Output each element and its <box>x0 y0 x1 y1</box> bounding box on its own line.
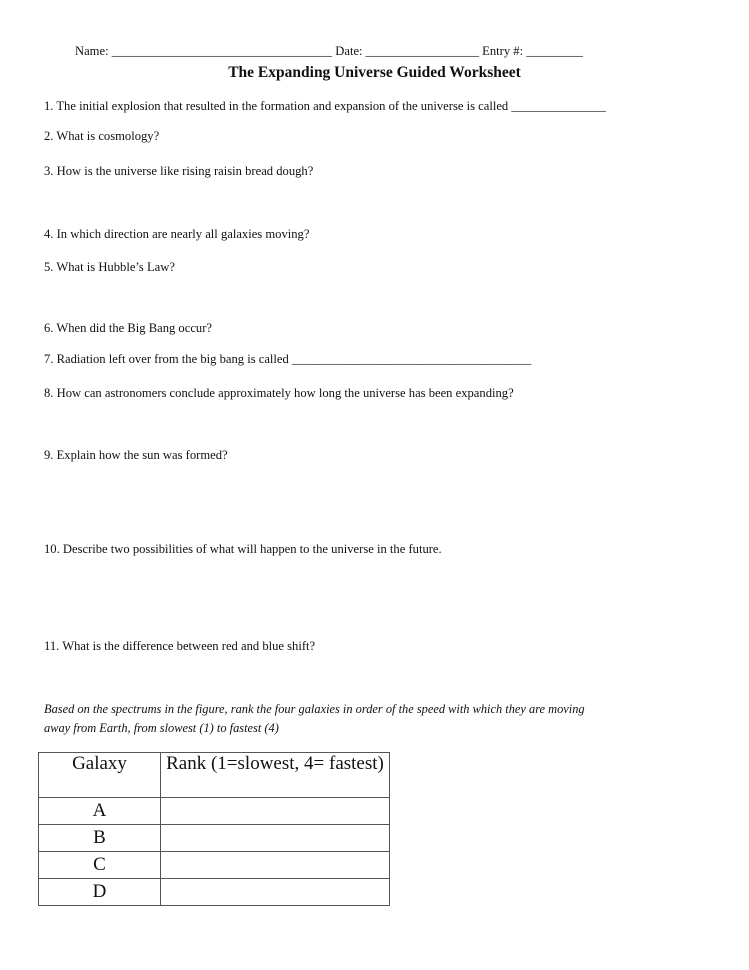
name-date-entry-line: Name: ___________________________________ Date: __________________ Entry #: _________ <box>75 44 583 58</box>
galaxy-cell: B <box>39 825 161 852</box>
question-2: 2. What is cosmology? <box>44 129 160 143</box>
instructions-line-2: away from Earth, from slowest (1) to fastest (4) <box>44 721 279 735</box>
question-9: 9. Explain how the sun was formed? <box>44 448 228 462</box>
question-1: 1. The initial explosion that resulted in the formation and expansion of the universe is called _______________ <box>44 99 606 113</box>
instructions-line-1: Based on the spectrums in the figure, rank the four galaxies in order of the speed with which they are moving <box>44 702 585 716</box>
galaxy-cell: A <box>39 798 161 825</box>
question-7: 7. Radiation left over from the big bang is called ______________________________________ <box>44 352 532 366</box>
galaxy-cell: C <box>39 852 161 879</box>
rank-cell[interactable] <box>161 879 390 906</box>
table-row <box>39 798 390 825</box>
question-4: 4. In which direction are nearly all galaxies moving? <box>44 227 310 241</box>
table-row <box>39 852 390 879</box>
question-11: 11. What is the difference between red and blue shift? <box>44 639 316 653</box>
rank-cell[interactable] <box>161 798 390 825</box>
page-title: The Expanding Universe Guided Worksheet <box>228 64 521 81</box>
question-10: 10. Describe two possibilities of what will happen to the universe in the future. <box>44 542 442 556</box>
table-row <box>39 825 390 852</box>
galaxy-column-header: Galaxy <box>39 753 161 798</box>
question-5: 5. What is Hubble’s Law? <box>44 260 175 274</box>
question-6: 6. When did the Big Bang occur? <box>44 321 212 335</box>
question-3: 3. How is the universe like rising raisin bread dough? <box>44 164 314 178</box>
rank-cell[interactable] <box>161 852 390 879</box>
galaxy-rank-table <box>38 752 390 906</box>
rank-cell[interactable] <box>161 825 390 852</box>
galaxy-cell: D <box>39 879 161 906</box>
rank-column-header: Rank (1=slowest, 4= fastest) <box>161 753 390 798</box>
table-header-row <box>39 753 390 798</box>
table-row <box>39 879 390 906</box>
question-8: 8. How can astronomers conclude approximately how long the universe has been expanding? <box>44 386 514 400</box>
